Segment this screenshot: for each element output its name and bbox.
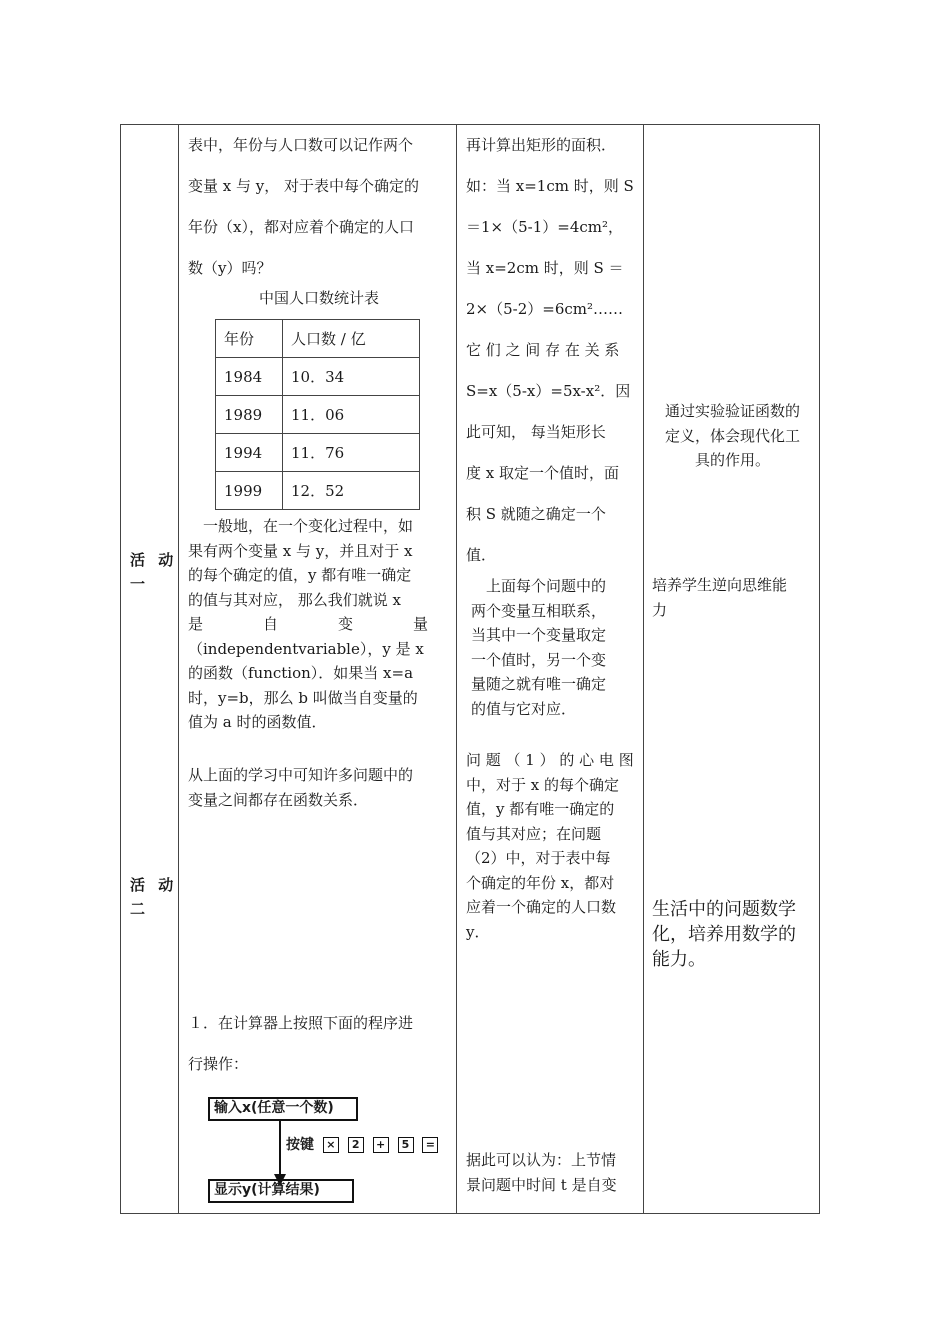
text-line: y．: [466, 922, 490, 941]
text-line: 此可知， 每当矩形长: [466, 423, 606, 441]
year-cell: 1994: [216, 434, 283, 472]
year-cell: 1984: [216, 358, 283, 396]
header-cell: 人口数 / 亿: [283, 320, 420, 358]
column-divider: [456, 125, 457, 1213]
text-line: 的值与它对应．: [471, 699, 577, 718]
table-row: [216, 396, 420, 434]
text-line: （independentvariable），y 是 x: [188, 639, 424, 658]
flowchart-key-sequence: [286, 1135, 438, 1155]
text-line: 据此可以认为：上节情: [466, 1151, 617, 1169]
text-line: 一个值时，另一个变: [471, 650, 607, 669]
text-line: 应着一个确定的人口数: [466, 898, 617, 916]
text-line: 生活中的问题数学: [652, 899, 796, 920]
row-label-activity-1: 活 动 一: [130, 551, 178, 593]
text-line: 化，培养用数学的: [652, 924, 796, 945]
key-2: 2: [348, 1137, 364, 1153]
text-line: 值，y 都有唯一确定的: [466, 800, 615, 818]
text-line: 年份（x），都对应着个确定的人口: [188, 218, 414, 236]
problem-summary-text: [466, 748, 636, 944]
key-5: 5: [398, 1137, 414, 1153]
conclusion-text: [188, 763, 450, 812]
text-line: 景问题中时间 t 是自变: [466, 1175, 617, 1194]
text-line: 时，y=b，那么 b 叫做当自变量的: [188, 688, 418, 707]
text-line: 培养学生逆向思维能: [652, 576, 788, 594]
text-line: 度 x 取定一个值时，面: [466, 464, 619, 482]
note-math-modeling: [652, 897, 817, 972]
text-line: 2×（5-2）=6cm²……: [466, 300, 624, 318]
text-line: 问 题 （ 1 ） 的 心 电 图: [466, 751, 634, 769]
text-line: 的值与其对应， 那么我们就说 x: [188, 590, 401, 609]
column-divider: [178, 125, 179, 1213]
text-line: 力: [652, 600, 668, 619]
plus-key-icon: +: [373, 1137, 389, 1153]
table-row: [216, 358, 420, 396]
relation-text: [471, 574, 636, 721]
text-line: 能力。: [652, 949, 706, 970]
text-line: 的函数（function）．如果当 x=a: [188, 664, 414, 682]
task-text: [188, 1003, 450, 1085]
text-line: 个确定的年份 x，都对: [466, 873, 615, 892]
intro-text: [188, 125, 450, 289]
text-line: 值．: [466, 546, 497, 564]
text-line: 它 们 之 间 存 在 关 系: [466, 341, 620, 359]
text-line: 积 S 就随之确定一个: [466, 505, 606, 523]
header-cell: 年份: [216, 320, 283, 358]
year-cell: 1999: [216, 472, 283, 510]
inference-text: [466, 1148, 636, 1197]
text-line: 量随之就有唯一确定: [471, 675, 607, 693]
row-label-activity-2: 活 动 二: [130, 876, 178, 918]
population-cell: 11．06: [283, 396, 420, 434]
population-cell: 10．34: [283, 358, 420, 396]
text-line: 行操作：: [188, 1055, 249, 1073]
text-line: 具的作用。: [694, 451, 770, 469]
population-table: [215, 319, 420, 510]
column-divider: [643, 125, 644, 1213]
text-line: 中，对于 x 的每个确定: [466, 775, 619, 794]
population-cell: 12．52: [283, 472, 420, 510]
note-verify-definition: [650, 399, 815, 473]
equals-key-icon: =: [422, 1137, 438, 1153]
flowchart-output-box: 显示y(计算结果): [208, 1179, 354, 1203]
table-title: 中国人口数统计表: [258, 289, 379, 307]
area-example-text: [466, 125, 634, 576]
text-line: 两个变量互相联系，: [471, 601, 607, 620]
flowchart-input-box: 输入x(任意一个数): [208, 1097, 358, 1121]
text-line: 变量 x 与 y， 对于表中每个确定的: [188, 177, 420, 195]
text-line: 从上面的学习中可知许多问题中的: [188, 766, 414, 784]
population-cell: 11．76: [283, 434, 420, 472]
text-line: 是 自 变 量: [188, 615, 429, 633]
text-line: 表中，年份与人口数可以记作两个: [188, 136, 414, 154]
text-line: 如：当 x=1cm 时，则 S: [466, 177, 634, 195]
table-row: [216, 472, 420, 510]
text-line: （2）中，对于表中每: [466, 849, 611, 867]
text-line: 值与其对应；在问题: [466, 824, 602, 843]
key-label: 按键: [286, 1137, 314, 1153]
note-reverse-thinking: [652, 573, 817, 622]
text-line: 当其中一个变量取定: [471, 626, 607, 644]
text-line: 再计算出矩形的面积．: [466, 136, 617, 154]
text-line: ＝1×（5-1）=4cm²，: [466, 218, 624, 236]
text-line: 一般地，在一个变化过程中，如: [188, 517, 414, 535]
table-row: [216, 434, 420, 472]
definition-text: [188, 514, 450, 735]
text-line: S=x（5-x）=5x-x²．因: [466, 382, 631, 400]
text-line: 变量之间都存在函数关系．: [188, 790, 369, 809]
text-line: 果有两个变量 x 与 y，并且对于 x: [188, 541, 413, 560]
text-line: 通过实验验证函数的: [664, 402, 800, 420]
text-line: １．在计算器上按照下面的程序进: [188, 1014, 414, 1032]
text-line: 值为 a 时的函数值．: [188, 713, 327, 731]
year-cell: 1989: [216, 396, 283, 434]
table-header-row: [216, 320, 420, 358]
text-line: 数（y）吗？: [188, 259, 272, 277]
text-line: 上面每个问题中的: [471, 577, 607, 595]
text-line: 的每个确定的值，y 都有唯一确定: [188, 566, 412, 584]
multiply-key-icon: ×: [323, 1137, 339, 1153]
text-line: 当 x=2cm 时，则 S ＝: [466, 259, 624, 277]
text-line: 定义，体会现代化工: [664, 426, 800, 445]
